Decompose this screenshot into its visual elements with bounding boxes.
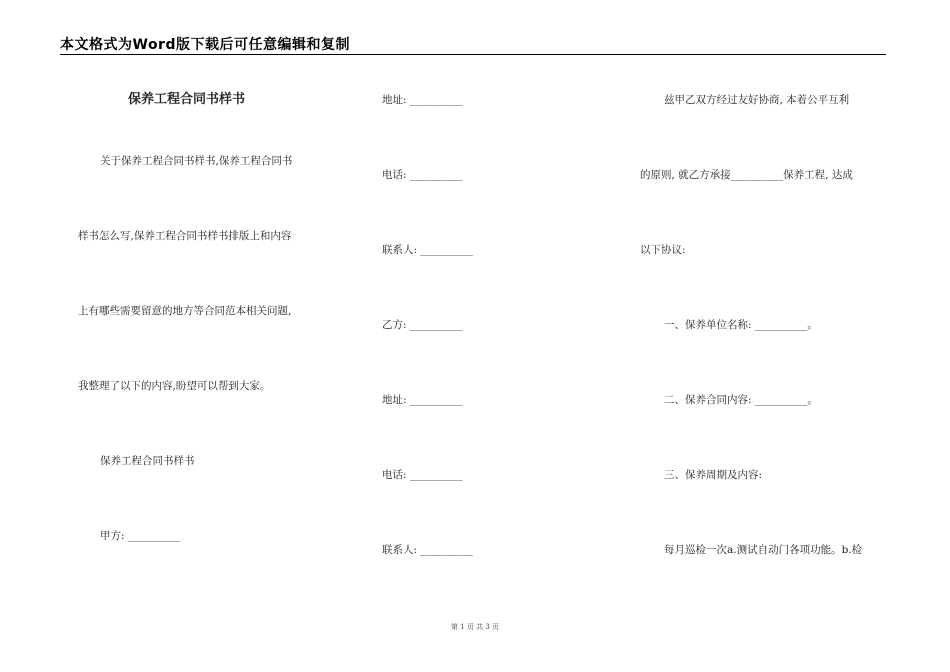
clause-item: 一、保养单位名称: __________。 <box>664 319 818 331</box>
header-text: 本文格式为Word版下载后可任意编辑和复制 <box>60 37 350 53</box>
body-line: 上有哪些需要留意的地方等合同范本相关问题, <box>78 305 292 317</box>
party-a-field: 甲方: __________ <box>100 530 181 542</box>
party-b-field: 乙方: __________ <box>382 319 463 331</box>
contact-field: 联系人: __________ <box>382 244 473 256</box>
body-line: 关于保养工程合同书样书,保养工程合同书 <box>100 155 293 167</box>
body-line: 的原则, 就乙方承接__________保养工程, 达成 <box>640 169 853 181</box>
address-field: 地址: __________ <box>382 94 463 106</box>
address-field: 地址: __________ <box>382 394 463 406</box>
body-line: 以下协议: <box>640 244 686 256</box>
body-line: 我整理了以下的内容,盼望可以帮到大家。 <box>78 380 271 392</box>
clause-item: 二、保养合同内容: __________。 <box>664 394 818 406</box>
body-line: 每月巡检一次a.测试自动门各项功能。b.检 <box>664 544 863 556</box>
phone-field: 电话: __________ <box>382 469 463 481</box>
document-title: 保养工程合同书样书 <box>128 92 246 107</box>
contact-field: 联系人: __________ <box>382 544 473 556</box>
page-header <box>60 34 886 55</box>
body-line: 样书怎么写,保养工程合同书样书排版上和内容 <box>78 230 292 242</box>
body-line: 兹甲乙双方经过友好协商, 本着公平互利 <box>664 94 850 106</box>
page-number: 第 1 页 共 3 页 <box>450 623 500 631</box>
clause-item: 三、保养周期及内容: <box>664 469 763 481</box>
section-heading: 保养工程合同书样书 <box>100 455 195 467</box>
phone-field: 电话: __________ <box>382 169 463 181</box>
